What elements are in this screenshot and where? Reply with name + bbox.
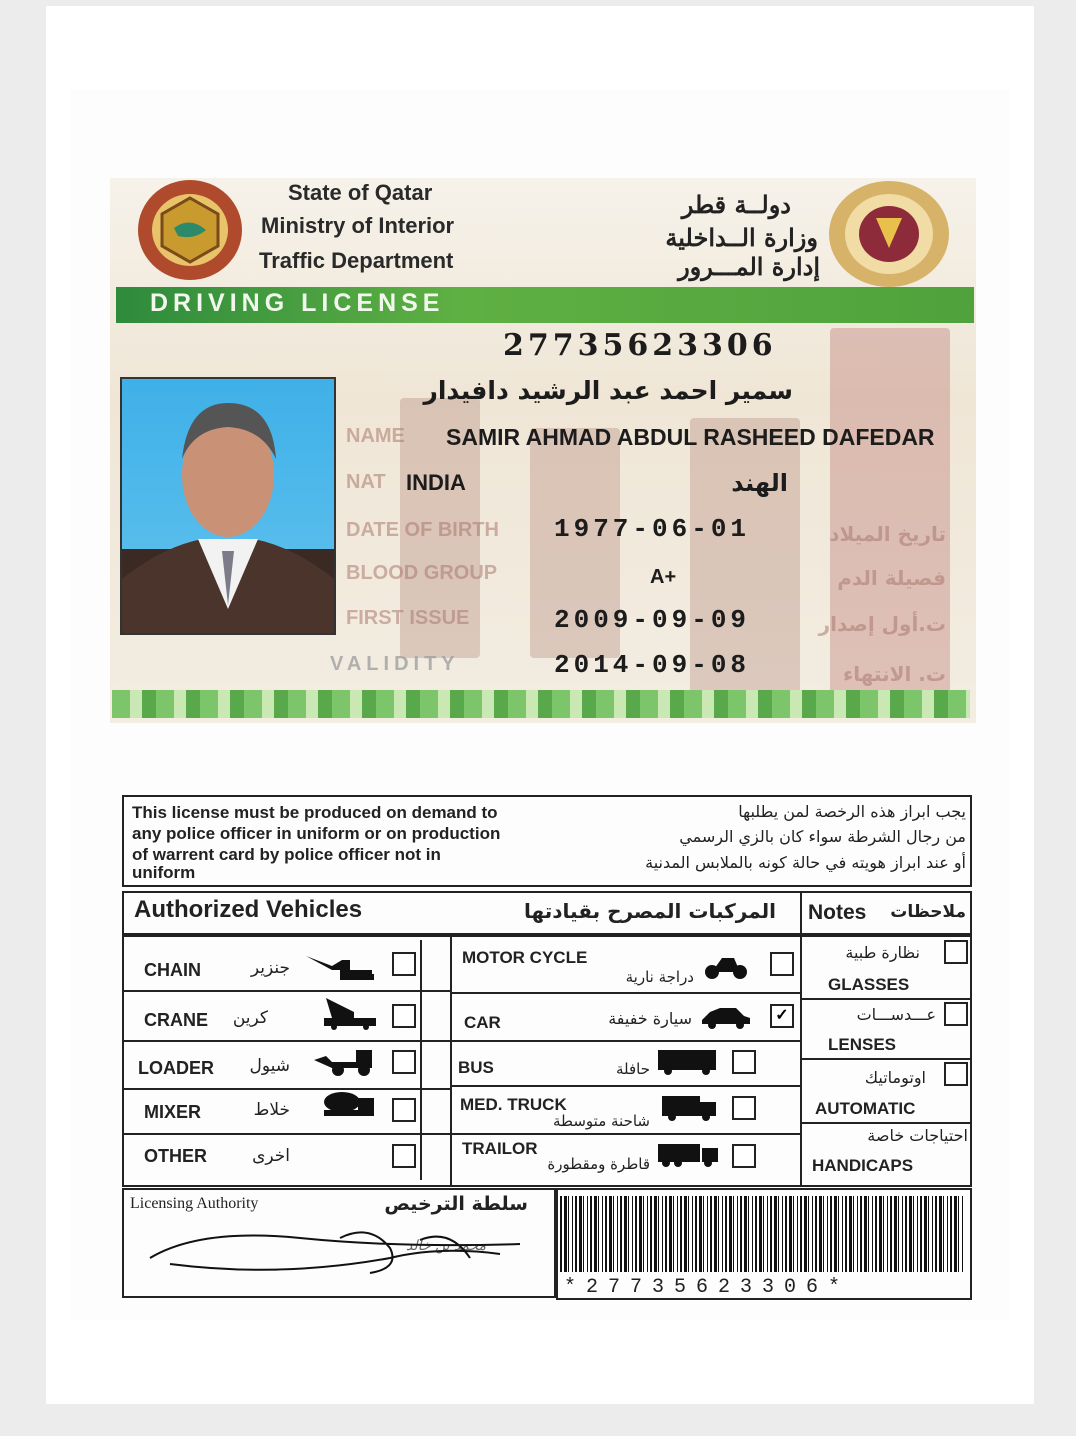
holder-name-en: SAMIR AHMAD ABDUL RASHEED DAFEDAR <box>446 424 935 450</box>
checkbox-trailor[interactable] <box>732 1144 756 1168</box>
vehicle-car: CAR <box>464 1013 501 1032</box>
trailer-icon <box>656 1142 720 1168</box>
notice-line: of warrent card by police officer not in <box>132 845 441 864</box>
vehicle-crane-ar: كرين <box>232 1008 268 1028</box>
checkbox-other[interactable] <box>392 1144 416 1168</box>
note-lenses: LENSES <box>828 1035 897 1054</box>
vehicle-loader: LOADER <box>138 1058 214 1078</box>
grid-divider <box>420 940 422 1180</box>
note-automatic: AUTOMATIC <box>815 1099 916 1118</box>
row-line <box>122 990 452 992</box>
note-automatic-ar: اوتوماتيك <box>864 1068 926 1087</box>
loader-icon <box>312 1046 378 1076</box>
barcode-number: *27735623306* <box>564 1276 851 1299</box>
mixer-truck-icon <box>322 1090 376 1120</box>
holder-photo <box>120 377 336 635</box>
header-state-ar: دولــة قطر <box>681 190 791 219</box>
dob-label: DATE OF BIRTH <box>346 519 499 541</box>
vehicle-other-ar: اخرى <box>252 1146 290 1166</box>
vehicle-other: OTHER <box>144 1146 207 1166</box>
note-glasses-ar: نظارة طبية <box>845 943 920 962</box>
row-line <box>452 1040 800 1042</box>
motorcycle-icon <box>702 950 750 980</box>
authority-label-ar: سلطة الترخيص <box>384 1193 528 1215</box>
blood-group: A+ <box>650 566 677 588</box>
holder-name-ar: سمير احمد عبد الرشيد دافيدار <box>423 376 793 405</box>
signature-text: محمد بن خالد <box>406 1238 486 1254</box>
crane-icon <box>320 996 378 1030</box>
vehicle-bus-ar: حافلة <box>615 1060 650 1078</box>
row-line <box>452 1133 800 1135</box>
date-of-birth: 1977-06-01 <box>554 514 751 544</box>
dob-label-ar: تاريخ الميلاد <box>829 522 946 546</box>
vehicle-motorcycle-ar: دراجة نارية <box>625 968 694 986</box>
first-issue-label: FIRST ISSUE <box>346 607 470 629</box>
blood-label: BLOOD GROUP <box>346 562 498 584</box>
blood-label-ar: فصيلة الدم <box>837 566 946 590</box>
vehicle-bus: BUS <box>458 1058 494 1077</box>
row-line <box>452 992 800 994</box>
vehicle-crane: CRANE <box>144 1010 209 1030</box>
checkbox-car[interactable]: ✓ <box>770 1004 794 1028</box>
row-line <box>122 1133 452 1135</box>
nationality-en: INDIA <box>406 470 466 495</box>
row-line <box>122 1088 452 1090</box>
qatar-emblem-icon <box>826 178 952 290</box>
note-glasses: GLASSES <box>828 975 910 994</box>
vehicle-chain-ar: جنزير <box>250 958 290 978</box>
checkbox-lenses[interactable] <box>944 1002 968 1026</box>
first-issue-date: 2009-09-09 <box>554 605 751 635</box>
authorized-title: Authorized Vehicles <box>134 896 363 923</box>
gcc-emblem-icon <box>136 178 244 282</box>
vehicle-trailor: TRAILOR <box>462 1139 538 1158</box>
vehicle-mixer: MIXER <box>144 1102 202 1122</box>
grid-divider <box>450 935 452 1187</box>
authority-label: Licensing Authority <box>130 1195 259 1212</box>
notice-line: This license must be produced on demand to <box>132 803 498 822</box>
card-type-label: DRIVING LICENSE <box>150 289 445 317</box>
checkbox-glasses[interactable] <box>944 940 968 964</box>
vehicle-motorcycle: MOTOR CYCLE <box>462 948 588 967</box>
note-handicaps-ar: احتياجات خاصة <box>867 1126 968 1145</box>
notice-line-ar: أو عند ابراز هويته في حالة كونه بالملابس المدنية <box>645 853 966 872</box>
checkbox-automatic[interactable] <box>944 1062 968 1086</box>
note-lenses-ar: عـــدســـات <box>856 1005 936 1024</box>
checkbox-motorcycle[interactable] <box>770 952 794 976</box>
row-line <box>802 998 972 1000</box>
checkbox-crane[interactable] <box>392 1004 416 1028</box>
header-ministry-ar: وزارة الــداخلية <box>665 223 818 252</box>
security-band <box>112 690 970 718</box>
barcode <box>560 1196 963 1272</box>
notice-line: any police officer in uniform or on production <box>132 824 501 843</box>
vehicle-loader-ar: شيول <box>249 1056 290 1076</box>
header-ministry: Ministry of Interior <box>261 213 455 238</box>
grid-divider <box>800 935 802 1187</box>
first-issue-label-ar: ت.أول إصدار <box>818 612 946 636</box>
truck-icon <box>660 1094 718 1122</box>
header-department: Traffic Department <box>259 248 454 273</box>
notice-line-ar: يجب ابراز هذه الرخصة لمن يطلبها <box>738 802 966 821</box>
authorized-title-ar: المركبات المصرح بقيادتها <box>524 899 776 923</box>
notice-line: uniform <box>132 863 196 882</box>
vehicle-car-ar: سيارة خفيفة <box>608 1009 692 1028</box>
note-handicaps: HANDICAPS <box>812 1156 914 1175</box>
row-line <box>802 1122 972 1124</box>
validity-date: 2014-09-08 <box>554 650 751 680</box>
notes-title-ar: ملاحظات <box>890 902 966 922</box>
validity-label-ar: ت. الانتهاء <box>842 662 946 686</box>
license-number: 27735623306 <box>503 328 777 363</box>
checkbox-loader[interactable] <box>392 1050 416 1074</box>
notes-title: Notes <box>808 901 867 924</box>
vehicle-med-truck-ar: شاحنة متوسطة <box>553 1112 650 1130</box>
vehicle-chain: CHAIN <box>144 960 201 980</box>
vehicle-trailor-ar: قاطرة ومقطورة <box>547 1155 650 1173</box>
checkbox-med-truck[interactable] <box>732 1096 756 1120</box>
checkbox-mixer[interactable] <box>392 1098 416 1122</box>
row-line <box>802 1058 972 1060</box>
vehicle-med-truck: MED. TRUCK <box>460 1095 567 1114</box>
row-line <box>122 1040 452 1042</box>
excavator-icon <box>302 952 376 980</box>
vehicle-mixer-ar: خلاط <box>253 1100 290 1120</box>
row-line <box>452 1085 800 1087</box>
header-state: State of Qatar <box>288 180 433 205</box>
validity-label: VALIDITY <box>330 653 460 675</box>
nationality-label: NAT <box>346 471 386 493</box>
bus-icon <box>656 1048 718 1076</box>
checkbox-chain[interactable] <box>392 952 416 976</box>
checkbox-bus[interactable] <box>732 1050 756 1074</box>
car-icon <box>700 1004 752 1030</box>
nationality-ar: الهند <box>731 469 788 497</box>
name-label: NAME <box>346 425 405 447</box>
header-department-ar: إدارة المـــرور <box>678 252 820 281</box>
notice-line-ar: من رجال الشرطة سواء كان بالزي الرسمي <box>679 827 966 846</box>
